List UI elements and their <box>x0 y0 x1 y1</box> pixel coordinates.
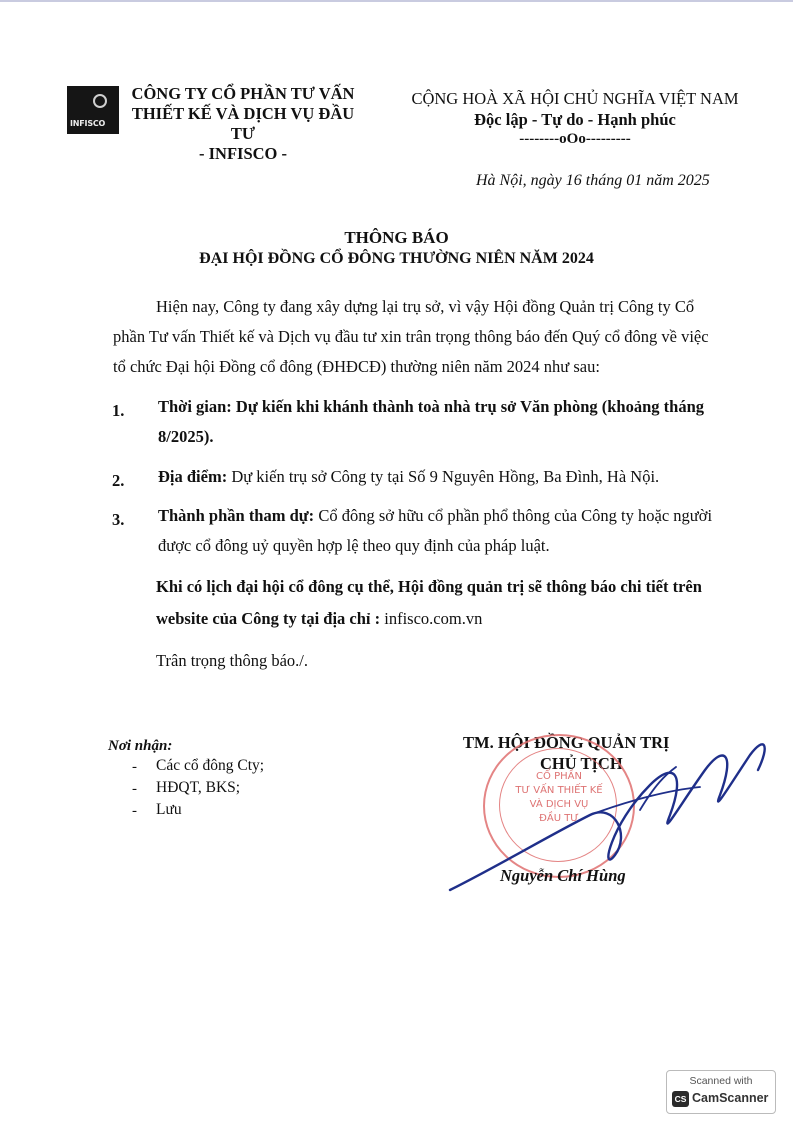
item-1-line-2: 8/2025). <box>158 427 214 446</box>
signatory-name: Nguyễn Chí Hùng <box>500 866 626 885</box>
item-3-label: Thành phần tham dự: <box>158 506 315 525</box>
item-2-label: Địa điểm: <box>158 467 228 486</box>
item-2-line-1 <box>158 462 659 492</box>
item-3-line-1 <box>158 501 712 531</box>
company-logo <box>67 86 119 134</box>
date-line: Hà Nội, ngày 16 tháng 01 năm 2025 <box>476 172 710 189</box>
republic-header <box>395 88 755 149</box>
document-subtitle: ĐẠI HỘI ĐỒNG CỔ ĐÔNG THƯỜNG NIÊN NĂM 2024 <box>199 250 594 267</box>
signature-role: TM. HỘI ĐỒNG QUẢN TRỊ <box>463 733 670 752</box>
signature-title: CHỦ TỊCH <box>540 754 623 773</box>
seal-text-line4: ĐẦU TƯ <box>539 813 579 824</box>
intro-line-2: phần Tư vấn Thiết kế và Dịch vụ đầu tư xin trân trọng thông báo đến Quý cổ đông về việc <box>113 327 709 346</box>
company-header <box>118 84 368 164</box>
item-1-label: Thời gian: <box>158 397 232 416</box>
company-name-line2: THIẾT KẾ VÀ DỊCH VỤ ĐẦU TƯ <box>131 104 355 143</box>
republic-motto: Độc lập - Tự do - Hạnh phúc <box>474 110 676 129</box>
item-3-text: Cổ đông sở hữu cổ phần phổ thông của Công ty hoặc người <box>318 506 713 525</box>
intro-line-1: Hiện nay, Công ty đang xây dựng lại trụ sở, vì vậy Hội đồng Quản trị Công ty Cổ <box>156 297 695 316</box>
item-3-number: 3. <box>112 510 125 529</box>
notice-website-label: website của Công ty tại địa chỉ : <box>156 609 381 628</box>
closing-line: Trân trọng thông báo./. <box>156 651 309 670</box>
notice-line-1: Khi có lịch đại hội cổ đông cụ thể, Hội đồng quản trị sẽ thông báo chi tiết trên <box>156 577 702 596</box>
seal-text-line3: VÀ DỊCH VỤ <box>529 799 589 810</box>
item-2-number: 2. <box>112 471 125 490</box>
republic-name: CỘNG HOÀ XÃ HỘI CHỦ NGHĨA VIỆT NAM <box>411 89 739 108</box>
notice-line-2 <box>156 604 482 634</box>
seal-text-line1: CỔ PHẦN <box>536 771 582 782</box>
item-1-line-1 <box>158 392 704 422</box>
recipient-3-bullet: - <box>132 803 137 819</box>
document-title: THÔNG BÁO <box>344 228 449 247</box>
logo-ring-icon <box>93 94 107 108</box>
page-top-border <box>0 0 793 2</box>
recipient-1: Các cổ đông Cty; <box>156 757 265 774</box>
item-3-line-2: được cổ đông uỷ quyền hợp lệ theo quy định của pháp luật. <box>158 536 550 555</box>
item-2-text: Dự kiến trụ sở Công ty tại Số 9 Nguyên Hồng, Ba Đình, Hà Nội. <box>231 467 660 486</box>
notice-website-url: infisco.com.vn <box>380 609 483 628</box>
recipient-1-bullet: - <box>132 759 137 775</box>
item-1-number: 1. <box>112 401 125 420</box>
seal-text-line2: TƯ VẤN THIẾT KẾ <box>515 785 603 796</box>
company-name-line1: CÔNG TY CỔ PHẦN TƯ VẤN <box>131 84 355 103</box>
camscanner-watermark <box>666 1070 776 1114</box>
intro-line-3: tổ chức Đại hội Đồng cổ đông (ĐHĐCĐ) thường niên năm 2024 như sau: <box>113 357 600 376</box>
company-name-line3: - INFISCO - <box>198 144 287 163</box>
recipient-3: Lưu <box>156 801 182 818</box>
logo-text: INFISCO <box>70 119 106 128</box>
camscanner-name: CamScanner <box>692 1091 769 1105</box>
recipient-2: HĐQT, BKS; <box>156 779 241 796</box>
recipients-label: Nơi nhận: <box>108 738 173 754</box>
camscanner-icon: CS <box>672 1091 689 1107</box>
camscanner-label: Scanned with <box>689 1075 753 1087</box>
recipient-2-bullet: - <box>132 781 137 797</box>
item-1-text: Dự kiến khi khánh thành toà nhà trụ sở Văn phòng (khoảng tháng <box>235 397 705 416</box>
republic-separator: --------oOo--------- <box>519 131 631 147</box>
